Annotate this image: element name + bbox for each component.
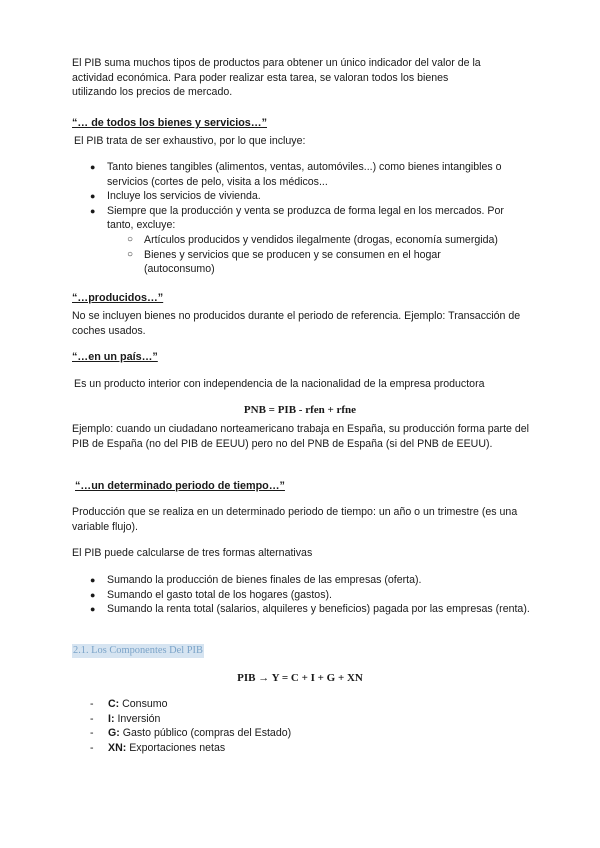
heading-bienes-servicios: “… de todos los bienes y servicios…” — [72, 117, 268, 129]
list-item-text: Sumando la producción de bienes finales de las empresas (oferta). — [107, 574, 422, 586]
dash-marker: - — [90, 741, 94, 754]
list-incluye — [90, 160, 530, 277]
component-item — [90, 726, 291, 741]
list-item-text: Siempre que la producción y venta se produzca de forma legal en los mercados. Por tanto, excluye: — [107, 204, 504, 232]
bullet-icon: ● — [90, 191, 96, 202]
sub-list-item — [127, 248, 444, 277]
formula-pnb: PNB = PIB - rfen + rfne — [243, 404, 357, 416]
list-item-text: Tanto bienes tangibles (alimentos, ventas, automóviles...) como bienes intangibles o servicios (cortes de pelo, visita a los médicos... — [107, 161, 502, 188]
list-item-text: Sumando la renta total (salarios, alquileres y beneficios) pagada por las empresas (renta). — [107, 603, 530, 616]
paragraph-ejemplo: Ejemplo: cuando un ciudadano norteamericano trabaja en España, su producción forma parte del PIB de España (no del PIB de EEUU) pero no del PNB de España (si del PNB de EEUU). — [72, 423, 530, 450]
heading-en-un-pais: “…en un país…” — [72, 351, 158, 363]
component-key: G: — [108, 727, 120, 740]
list-item — [90, 573, 530, 588]
intro-paragraph: El PIB suma muchos tipos de productos para obtener un único indicador del valor de la actividad económica. Para poder realizar esta tarea, se valoran todos los bienes utilizando los precios de mercado. — [72, 57, 481, 99]
component-key: I: — [108, 712, 115, 725]
component-desc: Gasto público (compras del Estado) — [122, 727, 292, 740]
sub-list-item-text: Artículos producidos y vendidos ilegalmente (drogas, economía sumergida) — [144, 233, 498, 246]
paragraph-producidos: No se incluyen bienes no producidos durante el periodo de referencia. Ejemplo: Transacción de coches usados. — [72, 310, 521, 337]
list-item — [90, 588, 530, 603]
paragraph-exhaustivo: El PIB trata de ser exhaustivo, por lo que incluye: — [74, 135, 306, 147]
component-desc: Inversión — [117, 712, 161, 725]
list-item — [90, 189, 530, 204]
sub-bullet-icon: ○ — [127, 233, 134, 245]
list-componentes — [90, 697, 291, 755]
sub-list-item-text: Bienes y servicios que se producen y se consumen en el hogar (autoconsumo) — [144, 248, 441, 276]
list-item — [90, 160, 530, 189]
bullet-icon: ● — [90, 589, 96, 600]
sub-list-item — [127, 233, 530, 248]
paragraph-producto-interior: Es un producto interior con independencia de la nacionalidad de la empresa productora — [74, 378, 485, 390]
heading-producidos: “…producidos…” — [72, 292, 164, 304]
component-item — [90, 741, 291, 756]
component-item — [90, 697, 291, 712]
dash-marker: - — [90, 712, 94, 725]
bullet-icon: ● — [90, 162, 96, 172]
bullet-icon: ● — [90, 604, 96, 615]
bullet-icon: ● — [90, 205, 96, 216]
heading-periodo-tiempo: “…un determinado periodo de tiempo…” — [75, 480, 285, 492]
list-formas-calculo — [90, 573, 530, 617]
dash-marker: - — [90, 727, 94, 740]
list-item — [90, 602, 530, 617]
list-excluye — [107, 233, 530, 277]
component-key: XN: — [108, 741, 127, 754]
section-title: 2.1. Los Componentes Del PIB — [73, 645, 203, 656]
component-desc: Consumo — [122, 698, 168, 710]
formula-pib: PIB → Y = C + I + G + XN — [237, 672, 363, 684]
component-item — [90, 712, 291, 727]
bullet-icon: ● — [90, 575, 96, 585]
dash-marker: - — [90, 698, 94, 710]
paragraph-periodo: Producción que se realiza en un determinado periodo de tiempo: un año o un trimestre (es una variable flujo). — [72, 506, 518, 533]
paragraph-tres-formas: El PIB puede calcularse de tres formas alternativas — [72, 547, 313, 559]
component-desc: Exportaciones netas — [129, 741, 226, 754]
list-item — [90, 204, 530, 277]
component-key: C: — [108, 698, 120, 710]
list-item-text: Sumando el gasto total de los hogares (gastos). — [107, 588, 332, 601]
list-item-text: Incluye los servicios de vivienda. — [107, 190, 261, 203]
sub-bullet-icon: ○ — [127, 248, 134, 260]
